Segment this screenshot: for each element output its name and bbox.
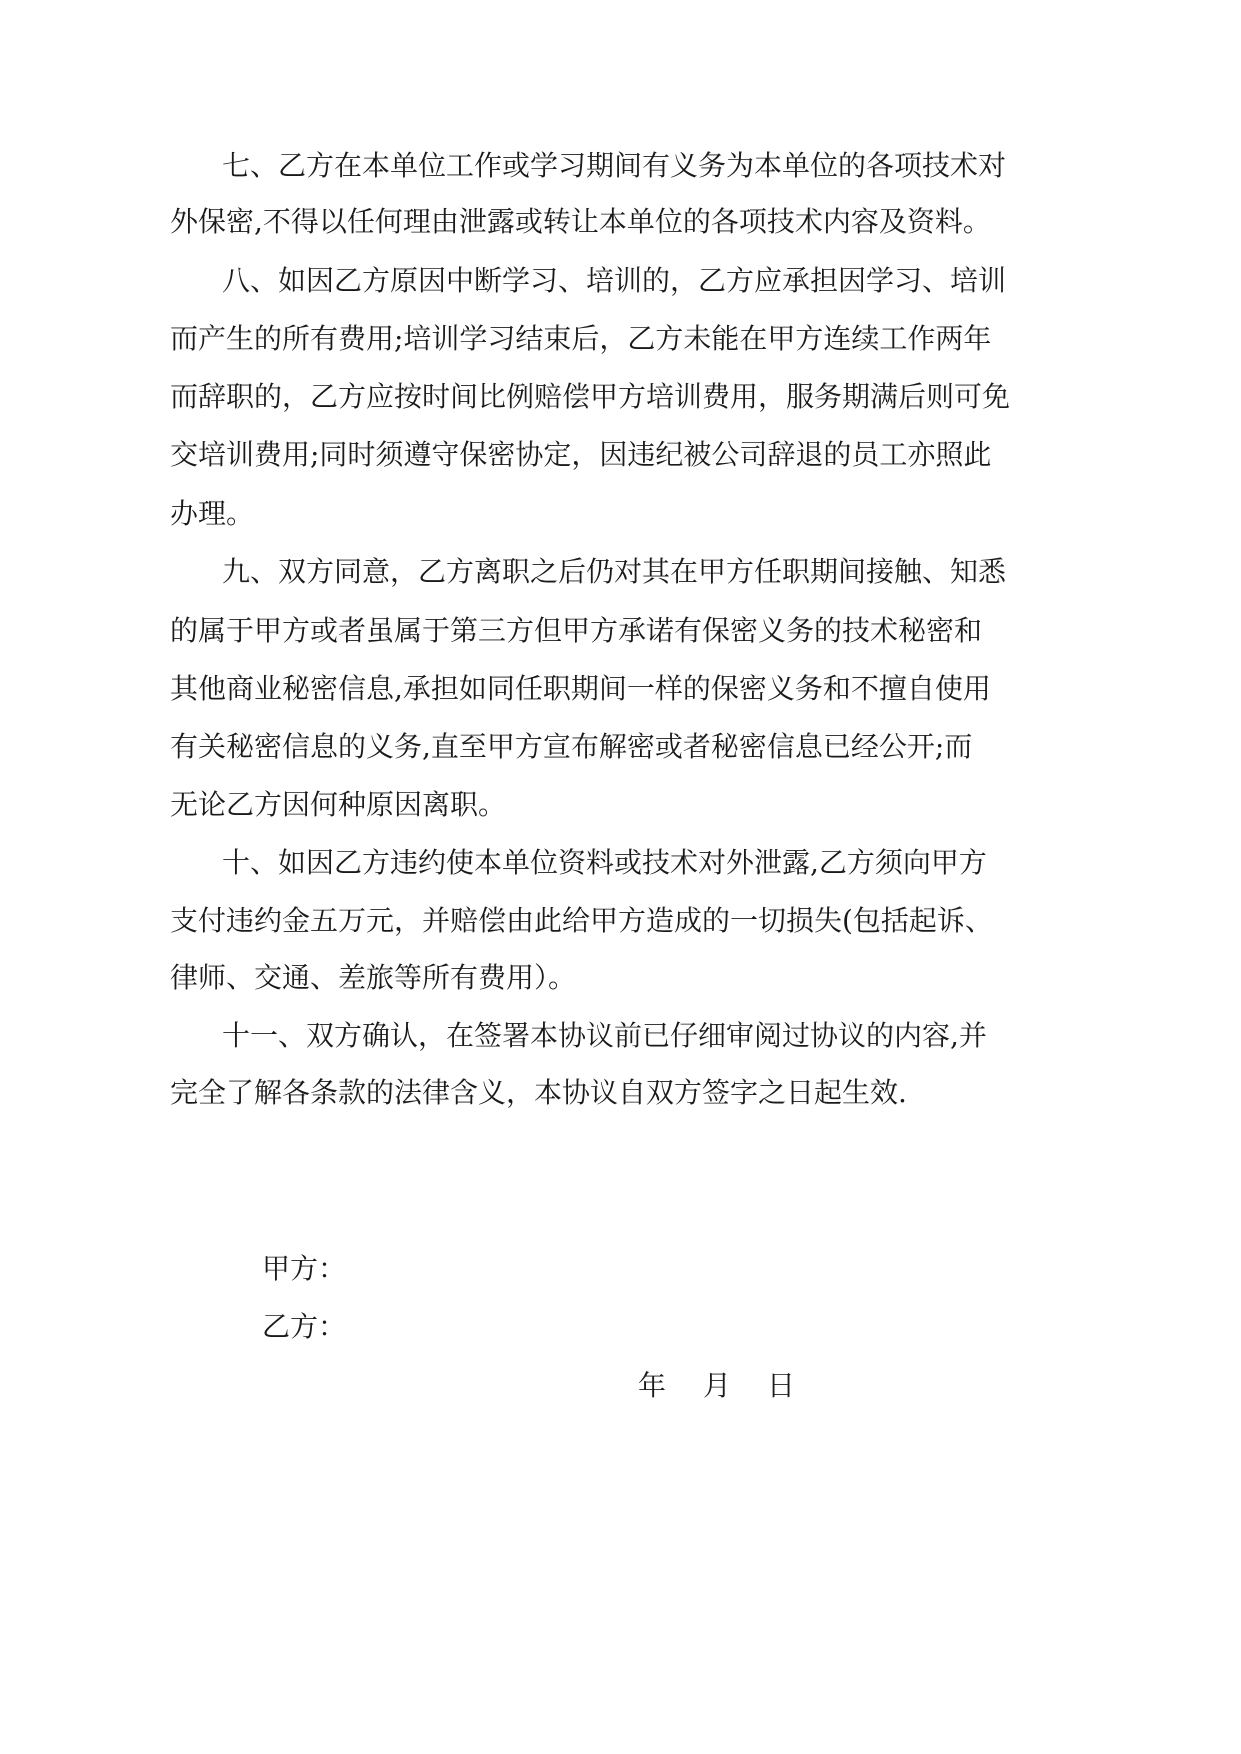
clause-8-line-2: 而产生的所有费用;培训学习结束后，乙方未能在甲方连续工作两年 (170, 322, 992, 355)
clause-9-line-3: 其他商业秘密信息,承担如同任职期间一样的保密义务和不擅自使用 (170, 672, 991, 705)
clause-7-line-1: 七、乙方在本单位工作或学习期间有义务为本单位的各项技术对 (222, 149, 1007, 182)
clause-8-line-3: 而辞职的，乙方应按时间比例赔偿甲方培训费用，服务期满后则可免 (170, 380, 1011, 413)
date-day-label: 日 (767, 1369, 796, 1402)
party-b-signature-label: 乙方： (262, 1310, 347, 1343)
date-year-label: 年 (638, 1369, 667, 1402)
clause-9-line-1: 九、双方同意，乙方离职之后仍对其在甲方任职期间接触、知悉 (222, 555, 1007, 588)
party-a-signature-label: 甲方： (262, 1252, 347, 1285)
clause-8-line-5: 办理。 (170, 497, 255, 530)
clause-8-line-1: 八、如因乙方原因中断学习、培训的，乙方应承担因学习、培训 (222, 264, 1007, 297)
clause-9-line-4: 有关秘密信息的义务,直至甲方宣布解密或者秘密信息已经公开;而 (170, 730, 973, 763)
clause-9-line-5: 无论乙方因何种原因离职。 (170, 788, 507, 821)
clause-11-line-1: 十一、双方确认，在签署本协议前已仔细审阅过协议的内容,并 (222, 1019, 987, 1052)
clause-8-line-4: 交培训费用;同时须遵守保密协定，因违纪被公司辞退的员工亦照此 (170, 438, 992, 471)
clause-9-line-2: 的属于甲方或者虽属于第三方但甲方承诺有保密义务的技术秘密和 (170, 614, 983, 647)
clause-10-line-3: 律师、交通、差旅等所有费用）。 (170, 961, 577, 994)
clause-10-line-1: 十、如因乙方违约使本单位资料或技术对外泄露,乙方须向甲方 (222, 846, 987, 879)
clause-7-line-2: 外保密,不得以任何理由泄露或转让本单位的各项技术内容及资料。 (170, 205, 991, 238)
date-month-label: 月 (703, 1369, 732, 1402)
clause-11-line-2: 完全了解各条款的法律含义，本协议自双方签字之日起生效. (170, 1076, 907, 1109)
clause-10-line-2: 支付违约金五万元，并赔偿由此给甲方造成的一切损失(包括起诉、 (170, 904, 993, 937)
